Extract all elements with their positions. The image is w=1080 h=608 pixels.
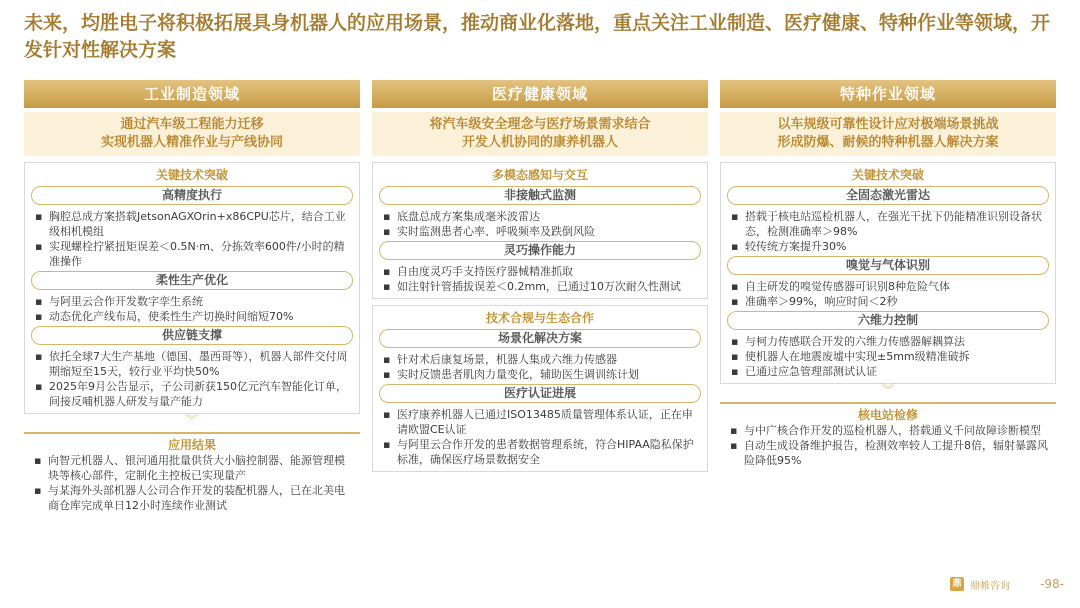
subtitle-line: 形成防爆、耐候的特种机器人解决方案 xyxy=(777,135,999,150)
section-pill: 嗅觉与气体识别 xyxy=(727,256,1049,275)
column-industrial xyxy=(24,80,360,513)
page-number: -98- xyxy=(1040,577,1064,591)
bullet-item: ▪ 依托全球7大生产基地（德国、墨西哥等），机器人部件交付周期缩短至15天，较行业平均快50% xyxy=(49,349,351,379)
chevron-down-icon: ︾ xyxy=(881,383,895,399)
subtitle-line: 以车规级可靠性设计应对极端场景挑战 xyxy=(777,117,999,132)
column-special-ops xyxy=(720,80,1056,468)
column-subtitle xyxy=(24,112,360,156)
subtitle-line: 将汽车级安全理念与医疗场景需求结合 xyxy=(429,117,651,132)
key-tech-panel xyxy=(24,162,360,414)
bullet-item: ▪ 针对术后康复场景，机器人集成六维力传感器 xyxy=(397,352,699,367)
bullet-item: ▪ 使机器人在地震废墟中实现±5mm级精准破拆 xyxy=(745,349,1047,364)
subtitle-line: 实现机器人精准作业与产线协同 xyxy=(100,135,283,150)
bullet-item: ▪ 医疗康养机器人已通过ISO13485质量管理体系认证，正在申请欧盟CE认证 xyxy=(397,407,699,437)
bullet-item: ▪ 与阿里云合作开发数字孪生系统 xyxy=(49,294,351,309)
section-pill: 供应链支撑 xyxy=(31,326,353,345)
bullet-list xyxy=(720,423,1056,468)
key-tech-panel xyxy=(720,162,1056,384)
bullet-item: ▪ 动态优化产线布局，使柔性生产切换时间缩短70% xyxy=(49,309,351,324)
section-pill: 灵巧操作能力 xyxy=(379,241,701,260)
footer xyxy=(950,572,1064,596)
bullet-item: ▪ 自主研发的嗅觉传感器可识别8种危险气体 xyxy=(745,279,1047,294)
compliance-panel xyxy=(372,305,708,472)
result-box xyxy=(720,402,1056,468)
panel-title: 多模态感知与交互 xyxy=(491,168,588,182)
bullet-item: ▪ 实时反馈患者肌肉力量变化，辅助医生调训练计划 xyxy=(397,367,699,382)
section-pill: 非接触式监测 xyxy=(379,186,701,205)
subtitle-line: 通过汽车级工程能力迁移 xyxy=(120,117,264,132)
bullet-list xyxy=(25,209,359,269)
panel-title: 技术合规与生态合作 xyxy=(485,311,594,325)
bullet-item: ▪ 准确率＞99%，响应时间＜2秒 xyxy=(745,294,1047,309)
bullet-list xyxy=(721,209,1055,254)
bullet-list xyxy=(373,407,707,467)
bullet-list xyxy=(373,264,707,294)
subtitle-line: 开发人机协同的康养机器人 xyxy=(461,135,618,150)
page-title: 未来，均胜电子将积极拓展具身机器人的应用场景，推动商业化落地，重点关注工业制造、医疗健康、特种作业等领域，开发针对性解决方案 xyxy=(24,12,1051,61)
brand-name: 鼎帷咨询 xyxy=(970,580,1011,592)
column-header: 工业制造领域 xyxy=(24,80,360,108)
bullet-item: ▪ 2025年9月公告显示，子公司新获150亿元汽车智能化订单，间接反哺机器人研发与量产能力 xyxy=(49,379,351,409)
brand-logo-icon: 鼎 xyxy=(950,577,964,591)
bullet-list xyxy=(25,349,359,409)
bullet-item: ▪ 已通过应急管理部测试认证 xyxy=(745,364,1047,379)
result-box xyxy=(24,432,360,513)
bullet-item: ▪ 搭载于核电站巡检机器人，在强光干扰下仍能精准识别设备状态，检测准确率＞98% xyxy=(745,209,1047,239)
bullet-list xyxy=(721,334,1055,379)
chevron-down-icon: ︾ xyxy=(185,413,199,429)
bullet-list xyxy=(24,453,360,513)
bullet-list xyxy=(373,352,707,382)
bullet-item: ▪ 向智元机器人、银河通用批量供货大小脑控制器、能源管理模块等核心部件，定制化主控板已实现量产 xyxy=(48,453,352,483)
multimodal-panel xyxy=(372,162,708,299)
column-subtitle xyxy=(720,112,1056,156)
result-title: 核电站检修 xyxy=(857,408,918,422)
section-pill: 全固态激光雷达 xyxy=(727,186,1049,205)
bullet-item: ▪ 自由度灵巧手支持医疗器械精准抓取 xyxy=(397,264,699,279)
bullet-item: ▪ 如注射针管插拔误差＜0.2mm，已通过10万次耐久性测试 xyxy=(397,279,699,294)
bullet-item: ▪ 较传统方案提升30% xyxy=(745,239,1047,254)
bullet-list xyxy=(721,279,1055,309)
bullet-item: ▪ 与阿里云合作开发的患者数据管理系统，符合HIPAA隐私保护标准，确保医疗场景数据安全 xyxy=(397,437,699,467)
bullet-item: ▪ 实时监测患者心率、呼吸频率及跌倒风险 xyxy=(397,224,699,239)
column-header: 特种作业领域 xyxy=(720,80,1056,108)
bullet-item: ▪ 与某海外头部机器人公司合作开发的装配机器人，已在北美电商仓库完成单日12小时连续作业测试 xyxy=(48,483,352,513)
bullet-list xyxy=(373,209,707,239)
bullet-item: ▪ 与柯力传感联合开发的六维力传感器解耦算法 xyxy=(745,334,1047,349)
section-pill: 场景化解决方案 xyxy=(379,329,701,348)
bullet-item: ▪ 底盘总成方案集成毫米波雷达 xyxy=(397,209,699,224)
column-subtitle xyxy=(372,112,708,156)
panel-title: 关键技术突破 xyxy=(155,168,228,182)
column-medical xyxy=(372,80,708,472)
bullet-list xyxy=(25,294,359,324)
panel-title: 关键技术突破 xyxy=(851,168,924,182)
bullet-item: ▪ 实现螺栓拧紧扭矩误差＜0.5N·m、分拣效率600件/小时的精准操作 xyxy=(49,239,351,269)
bullet-item: ▪ 自动生成设备维护报告，检测效率较人工提升8倍，辐射暴露风险降低95% xyxy=(744,438,1048,468)
bullet-item: ▪ 胸腔总成方案搭载JetsonAGXOrin+x86CPU芯片，结合工业级相机模组 xyxy=(49,209,351,239)
section-pill: 柔性生产优化 xyxy=(31,271,353,290)
bullet-item: ▪ 与中广核合作开发的巡检机器人，搭载通义千问故障诊断模型 xyxy=(744,423,1048,438)
section-pill: 高精度执行 xyxy=(31,186,353,205)
section-pill: 六维力控制 xyxy=(727,311,1049,330)
column-header: 医疗健康领域 xyxy=(372,80,708,108)
result-title: 应用结果 xyxy=(167,438,216,452)
section-pill: 医疗认证进展 xyxy=(379,384,701,403)
